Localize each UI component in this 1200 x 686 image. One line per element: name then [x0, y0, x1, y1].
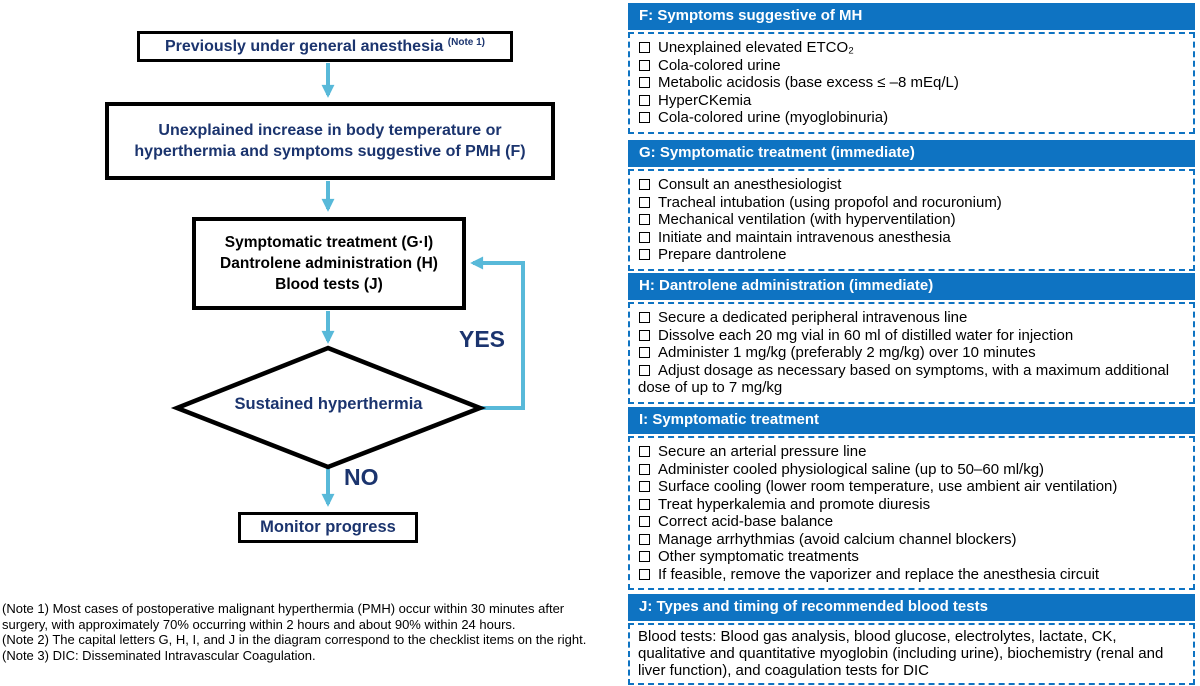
checklist-item	[638, 92, 1185, 110]
footnote-line: (Note 3) DIC: Disseminated Intravascular Coagulation.	[2, 647, 316, 663]
checklist-item	[638, 496, 1185, 514]
checklist-item	[638, 461, 1185, 479]
checklist-item-text: Adjust dosage as necessary based on symptoms, with a maximum additional dose of up to 7 mg/kg	[638, 361, 1170, 396]
panel-j-body	[628, 623, 1195, 685]
checkbox-icon	[639, 347, 650, 358]
panel-i-body	[628, 436, 1195, 590]
checklist-item	[638, 229, 1185, 247]
checklist-item	[638, 344, 1185, 362]
checklist-item-text: Surface cooling (lower room temperature, use ambient air ventilation)	[658, 478, 1118, 495]
treatment-line2: Dantrolene administration (H)	[220, 255, 438, 272]
blood-tests-paragraph: Blood tests: Blood gas analysis, blood glucose, electrolytes, lactate, CK, qualitative and quantitative myoglobin (including urine), biochemistry (renal and liver function), and coagulation tests for DIC	[638, 628, 1164, 680]
panel-g-body	[628, 169, 1195, 271]
checklist-item	[638, 327, 1185, 345]
checklist-item-text: Administer 1 mg/kg (preferably 2 mg/kg) over 10 minutes	[658, 344, 1036, 361]
panel-f-body	[628, 32, 1195, 134]
checklist-item	[638, 443, 1185, 461]
footnote-line: surgery, with approximately 70% occurring within 2 hours and about 90% within 24 hours.	[2, 616, 516, 632]
flow-node-monitor	[238, 512, 418, 543]
monitor-text: Monitor progress	[260, 518, 396, 536]
checklist-item	[638, 194, 1185, 212]
panel-f-symptoms	[628, 3, 1195, 134]
panel-g-header: G: Symptomatic treatment (immediate)	[628, 140, 1195, 167]
treatment-line3: Blood tests (J)	[275, 276, 383, 293]
checklist-item-text: Initiate and maintain intravenous anesthesia	[658, 228, 951, 246]
checkbox-icon	[639, 481, 650, 492]
trigger-line1: Unexplained increase in body temperature or	[158, 122, 502, 139]
checklist-item	[638, 566, 1185, 584]
checkbox-icon	[639, 534, 650, 545]
checklist-item-text: Metabolic acidosis (base excess ≤ –8 mEq/L)	[658, 74, 959, 91]
checklist-column	[628, 0, 1195, 686]
checklist-item-text: Unexplained elevated ETCO₂	[658, 39, 854, 56]
flow-node-trigger	[105, 102, 555, 180]
treatment-line1: Symptomatic treatment (G·I)	[224, 234, 434, 251]
checkbox-icon	[639, 464, 650, 475]
checkbox-icon	[639, 179, 650, 190]
checklist-item	[638, 176, 1185, 194]
panel-h-body	[628, 302, 1195, 404]
checkbox-icon	[639, 365, 650, 376]
checklist-item-text: Cola-colored urine (myoglobinuria)	[658, 109, 889, 126]
checklist-item-text: Secure an arterial pressure line	[658, 443, 867, 460]
checklist-item-text: Treat hyperkalemia and promote diuresis	[658, 495, 931, 513]
panel-j-blood-tests	[628, 594, 1195, 685]
checklist-item-text: Prepare dantrolene	[658, 246, 787, 263]
checklist-item-text: Cola-colored urine	[658, 56, 781, 74]
checklist-item-text: Dissolve each 20 mg vial in 60 ml of distilled water for injection	[658, 326, 1074, 344]
flow-node-start-text: Previously under general anesthesia $^{(Note 1)}$	[164, 37, 486, 55]
checklist-item	[638, 211, 1185, 229]
panel-g-symptomatic-treatment	[628, 140, 1195, 271]
checklist-item-text: Tracheal intubation (using propofol and rocuronium)	[658, 193, 1002, 211]
panel-h-header: H: Dantrolene administration (immediate)	[628, 273, 1195, 300]
checkbox-icon	[639, 249, 650, 260]
checklist-item	[638, 362, 1185, 397]
checklist-item-text: Other symptomatic treatments	[658, 548, 859, 565]
checkbox-icon	[639, 551, 650, 562]
footnote-line: (Note 2) The capital letters G, H, I, and J in the diagram correspond to the checklist items on the right.	[2, 632, 587, 647]
panel-f-header: F: Symptoms suggestive of MH	[628, 3, 1195, 30]
checklist-item	[638, 39, 1185, 57]
checklist-item	[638, 74, 1185, 92]
checklist-item	[638, 531, 1185, 549]
flow-node-treatment	[192, 217, 466, 310]
checkbox-icon	[639, 214, 650, 225]
note1-superscript: (Note 1)	[447, 37, 486, 48]
checklist-item	[638, 548, 1185, 566]
checklist-item-text: Mechanical ventilation (with hyperventilation)	[658, 211, 956, 228]
checklist-item	[638, 478, 1185, 496]
panel-h-dantrolene	[628, 273, 1195, 404]
checklist-item	[638, 513, 1185, 531]
checklist-item	[638, 57, 1185, 75]
checkbox-icon	[639, 77, 650, 88]
checklist-item-text: Manage arrhythmias (avoid calcium channel blockers)	[658, 530, 1017, 548]
footnotes-block	[2, 601, 626, 663]
checklist-item-text: Secure a dedicated peripheral intravenous line	[658, 309, 968, 326]
checkbox-icon	[639, 499, 650, 510]
flow-node-start	[137, 31, 513, 62]
checkbox-icon	[639, 516, 650, 527]
trigger-line2: hyperthermia and symptoms suggestive of PMH (F)	[134, 143, 526, 160]
checkbox-icon	[639, 569, 650, 580]
checkbox-icon	[639, 330, 650, 341]
checklist-item	[638, 109, 1185, 127]
checkbox-icon	[639, 232, 650, 243]
checklist-item-text: If feasible, remove the vaporizer and replace the anesthesia circuit	[658, 565, 1100, 583]
yes-branch-label: YES	[459, 326, 506, 352]
checkbox-icon	[639, 197, 650, 208]
checklist-item-text: Consult an anesthesiologist	[658, 176, 842, 193]
checklist-item	[638, 309, 1185, 327]
decision-label: Sustained hyperthermia	[234, 395, 423, 413]
panel-j-header: J: Types and timing of recommended blood tests	[628, 594, 1195, 621]
footnote-line: (Note 1) Most cases of postoperative malignant hyperthermia (PMH) occur within 30 minutes after	[2, 601, 565, 616]
no-branch-label: NO	[344, 464, 379, 490]
checkbox-icon	[639, 446, 650, 457]
checkbox-icon	[639, 42, 650, 53]
panel-i-symptomatic-treatment	[628, 407, 1195, 590]
checklist-item-text: Correct acid-base balance	[658, 513, 834, 530]
checklist-item	[638, 246, 1185, 264]
checkbox-icon	[639, 312, 650, 323]
checkbox-icon	[639, 112, 650, 123]
checklist-item-text: Administer cooled physiological saline (up to 50–60 ml/kg)	[658, 460, 1045, 478]
checklist-item-text: HyperCKemia	[658, 91, 752, 109]
panel-i-header: I: Symptomatic treatment	[628, 407, 1195, 434]
checkbox-icon	[639, 95, 650, 106]
checkbox-icon	[639, 60, 650, 71]
